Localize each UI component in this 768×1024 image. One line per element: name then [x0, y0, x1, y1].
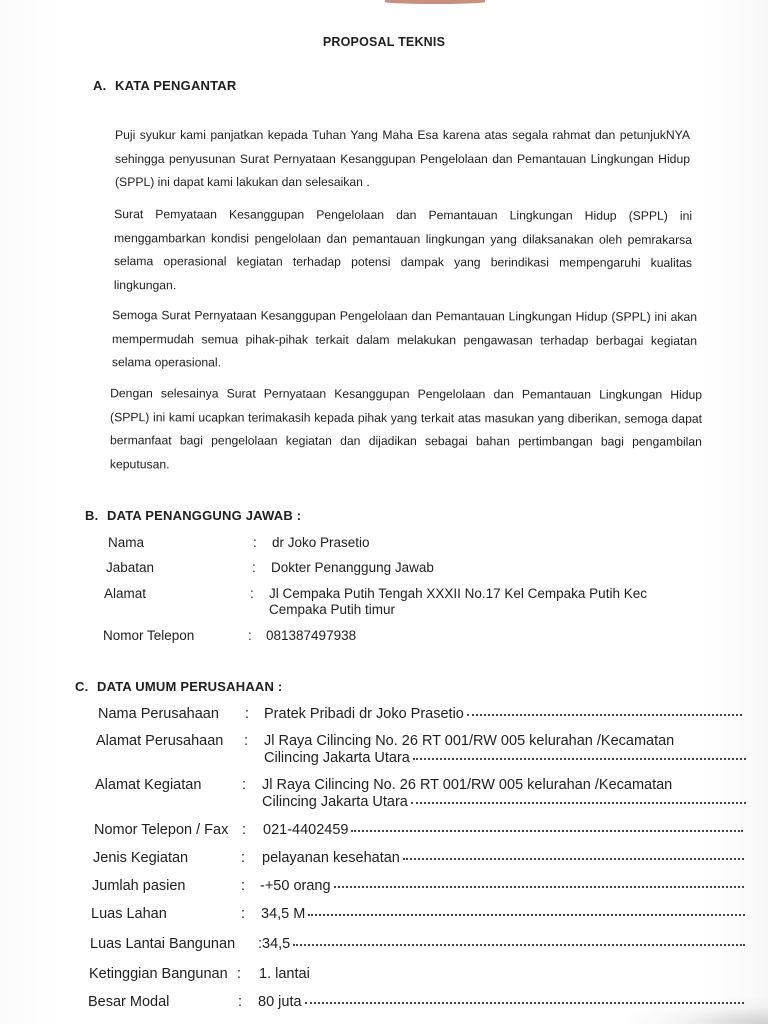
company-value-text: 80 juta	[258, 994, 302, 1010]
section-c-title: DATA UMUM PERUSAHAAN :	[97, 679, 283, 694]
section-a-heading	[93, 78, 236, 93]
company-label: Alamat Perusahaan	[96, 733, 224, 749]
company-value	[258, 936, 745, 953]
pj-label: Alamat	[104, 586, 147, 601]
company-value-line-1: Jl Raya Cilincing No. 26 RT 001/RW 005 kelurahan /Kecamatan	[264, 733, 675, 749]
company-value	[258, 994, 744, 1011]
company-value	[264, 733, 746, 767]
company-value	[262, 777, 746, 811]
section-a-title: KATA PENGANTAR	[115, 78, 237, 93]
company-value	[260, 878, 744, 895]
section-c-heading	[75, 679, 282, 694]
company-label: Jumlah pasien	[92, 878, 186, 894]
pj-label: Jabatan	[106, 560, 155, 575]
company-value-text: -+50 orang	[260, 878, 331, 894]
document-title: PROPOSAL TEKNIS	[322, 35, 446, 49]
colon: :	[241, 878, 246, 894]
dotted-leader	[305, 1001, 744, 1004]
company-value-text: :34,5	[258, 936, 291, 952]
company-label: Nomor Telepon / Fax	[94, 822, 229, 838]
company-value-text: 34,5 M	[261, 906, 306, 922]
pj-value: dr Joko Prasetio	[272, 535, 370, 550]
dotted-leader	[411, 801, 746, 804]
colon: :	[237, 966, 242, 982]
company-value-line-2: Cilincing Jakarta Utara	[264, 750, 410, 766]
company-value-line-2: Cilincing Jakarta Utara	[262, 794, 408, 810]
pj-value: Dokter Penanggung Jawab	[271, 560, 434, 575]
company-label: Ketinggian Bangunan	[89, 966, 228, 982]
company-label: Luas Lahan	[91, 906, 167, 922]
colon: :	[252, 560, 256, 575]
dotted-leader	[293, 943, 745, 946]
pj-value-line-2: Cempaka Putih timur	[269, 602, 396, 617]
company-value	[264, 706, 742, 723]
paper-smudge	[385, 0, 485, 4]
company-value	[259, 966, 459, 983]
company-value-line-1: Jl Raya Cilincing No. 26 RT 001/RW 005 kelurahan /Kecamatan	[262, 777, 673, 793]
company-value-text: 021-4402459	[263, 822, 349, 838]
intro-paragraph-2: Surat Pemyataan Kesanggupan Pengelolaan dan Pemantauan Lingkungan Hidup (SPPL) ini menggambarkan kondisi pengelolaan dan pemantauan lingkungan yang dilaksanakan oleh pemrakarsa selama operasional kegiatan terhadap potensi dampak yang berindikasi mempengaruhi kualitas lingkungan.	[113, 207, 693, 292]
colon: :	[250, 586, 254, 601]
company-label: Luas Lantai Bangunan	[90, 936, 236, 952]
dotted-leader	[403, 857, 744, 860]
colon: :	[244, 733, 249, 749]
intro-paragraph-3: Semoga Surat Pernyataan Kesanggupan Pengelolaan dan Pemantauan Lingkungan Hidup (SPPL) ini akan mempermudah semua pihak-pihak terkait dalam melakukan pengawasan terhadap berbagai kegiatan selama operasional.	[111, 308, 698, 370]
company-value-text: 1. lantai	[259, 966, 310, 982]
colon: :	[245, 706, 250, 722]
dotted-leader	[467, 713, 742, 716]
company-label: Nama Perusahaan	[98, 706, 219, 722]
company-value-text: pelayanan kesehatan	[262, 850, 400, 866]
pj-label: Nama	[108, 535, 145, 550]
company-value-text: Pratek Pribadi dr Joko Prasetio	[264, 706, 464, 722]
intro-paragraph-4: Dengan selesainya Surat Pernyataan Kesanggupan Pengelolaan dan Pemantauan Lingkungan Hidup (SPPL) ini kami ucapkan terimakasih kepada pihak yang terkait atas masukan yang diberikan, semoga dapat bermanfaat bagi pengelolaan kegiatan dan dijadikan sebagai bahan pertimbangan bagi pengambilan keputusan.	[109, 386, 703, 471]
pj-value-line-1: Jl Cempaka Putih Tengah XXXII No.17 Kel Cempaka Putih Kec	[269, 586, 647, 601]
company-label: Jenis Kegiatan	[93, 850, 189, 866]
dotted-leader	[308, 913, 745, 916]
company-label: Besar Modal	[88, 994, 170, 1010]
colon: :	[241, 906, 246, 922]
section-b-title: DATA PENANGGUNG JAWAB :	[107, 508, 302, 523]
section-b-letter: B.	[85, 508, 99, 523]
company-value	[261, 906, 745, 923]
colon: :	[242, 777, 247, 793]
section-b-heading	[85, 508, 301, 523]
company-value	[262, 850, 744, 867]
pj-label: Nomor Telepon	[103, 628, 195, 643]
colon: :	[248, 628, 252, 643]
dotted-leader	[334, 885, 744, 888]
dotted-leader	[351, 829, 743, 832]
company-value	[263, 822, 743, 839]
section-a-letter: A.	[93, 78, 107, 93]
colon: :	[241, 850, 246, 866]
dotted-leader	[413, 757, 746, 760]
colon: :	[242, 822, 247, 838]
section-c-letter: C.	[75, 679, 89, 694]
company-label: Alamat Kegiatan	[95, 777, 202, 793]
colon: :	[238, 994, 243, 1010]
intro-paragraph-1: Puji syukur kami panjatkan kepada Tuhan Yang Maha Esa karena atas segala rahmat dan petunjukNYA sehingga penyusunan Surat Pernyataan Kesanggupan Pengelolaan dan Pemantauan Lingkungan Hidup (SPPL) ini dapat kami lakukan dan selesaikan .	[115, 128, 690, 189]
pj-value: 081387497938	[266, 628, 357, 643]
colon: :	[253, 535, 257, 550]
